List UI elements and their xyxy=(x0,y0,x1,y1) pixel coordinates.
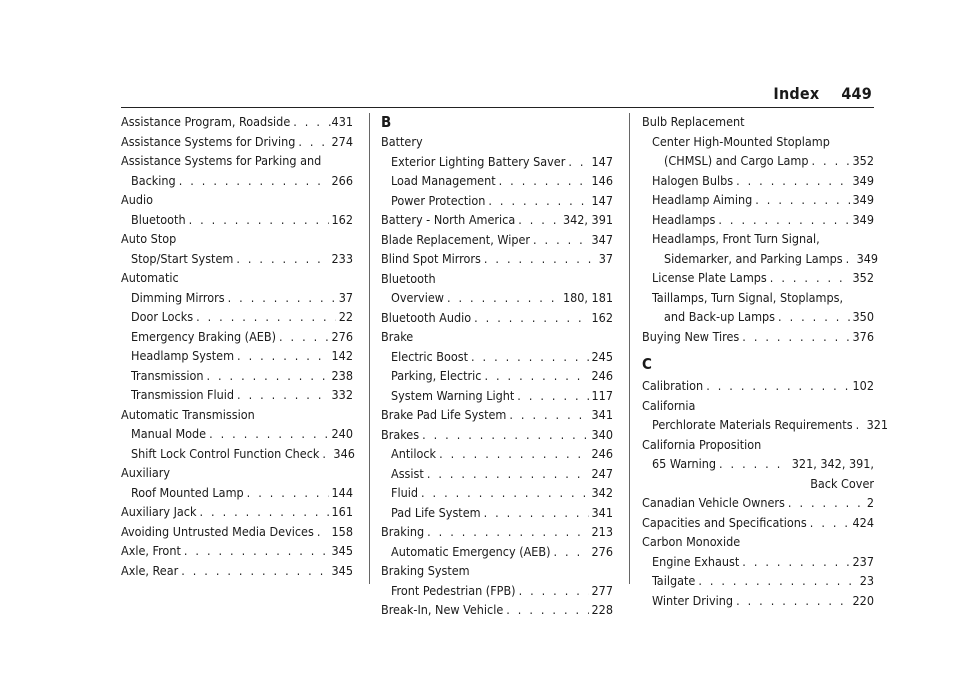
index-entry xyxy=(381,210,613,230)
entry-page-ref: 321 xyxy=(866,417,889,432)
entry-term: Overview xyxy=(391,290,444,305)
index-subentry xyxy=(642,571,874,591)
entry-term: Shift Lock Control Function Check xyxy=(131,445,320,461)
column-divider xyxy=(629,113,630,584)
dot-leader xyxy=(474,308,588,328)
index-subentry xyxy=(121,346,353,366)
entry-page-ref: 277 xyxy=(591,582,613,598)
entry-page-ref: 117 xyxy=(591,387,613,403)
dot-leader xyxy=(206,366,328,386)
entry-page-ref: 349 xyxy=(852,192,874,207)
entry-page-ref: 238 xyxy=(331,367,353,383)
entry-term: Fluid xyxy=(391,485,418,500)
entry-page-ref: 161 xyxy=(331,504,353,519)
index-entry xyxy=(642,493,874,513)
entry-term: Brake Pad Life System xyxy=(381,407,507,422)
dot-leader xyxy=(471,347,589,367)
dot-leader xyxy=(506,600,588,620)
index-subentry xyxy=(381,171,613,191)
entry-page-ref: 102 xyxy=(852,378,874,393)
index-subentry xyxy=(642,552,874,572)
index-entry xyxy=(381,249,613,269)
entry-term: Antilock xyxy=(391,446,437,461)
entry-page-ref: 142 xyxy=(331,348,353,363)
entry-page-ref: 220 xyxy=(852,592,874,608)
dot-leader xyxy=(770,268,850,288)
entry-page-ref: 22 xyxy=(338,309,353,324)
index-entry xyxy=(642,327,874,347)
dot-leader xyxy=(488,191,588,211)
dot-leader xyxy=(228,288,336,308)
index-entry-heading: Battery xyxy=(381,134,423,149)
entry-page-ref: 245 xyxy=(591,348,613,364)
index-entry-heading: Automatic xyxy=(121,270,179,285)
entry-page-ref: 147 xyxy=(591,192,613,208)
entry-page-ref: 180, 181 xyxy=(562,290,613,305)
index-subentry xyxy=(381,444,613,464)
index-column-1 xyxy=(121,112,353,580)
index-entry-continuation: Back Cover xyxy=(810,475,874,491)
entry-term: Front Pedestrian (FPB) xyxy=(391,582,516,598)
entry-page-ref: 342, 391 xyxy=(562,212,613,227)
dot-leader xyxy=(439,444,588,464)
index-subentry xyxy=(642,210,874,230)
entry-page-ref: 352 xyxy=(852,270,874,285)
entry-term: Parking, Electric xyxy=(391,368,482,383)
entry-page-ref: 228 xyxy=(591,602,613,617)
entry-page-ref: 276 xyxy=(331,328,353,344)
dot-leader xyxy=(199,502,328,522)
entry-term: Pad Life System xyxy=(391,504,481,520)
dot-leader xyxy=(518,210,560,230)
index-subentry xyxy=(121,483,353,503)
dot-leader xyxy=(279,327,329,347)
entry-term: License Plate Lamps xyxy=(652,270,767,285)
index-subentry xyxy=(642,249,879,269)
dot-leader xyxy=(179,171,329,191)
index-subentry xyxy=(381,542,613,562)
entry-term: Door Locks xyxy=(131,309,194,324)
index-subentry xyxy=(642,268,874,288)
dot-leader xyxy=(184,541,329,561)
entry-page-ref: 321, 342, 391, xyxy=(791,456,874,471)
entry-term: Manual Mode xyxy=(131,426,207,441)
entry-page-ref: 23 xyxy=(859,573,874,588)
dot-leader xyxy=(499,171,589,191)
entry-page-ref: 376 xyxy=(852,328,874,344)
index-subentry xyxy=(642,454,874,474)
entry-term: Load Management xyxy=(391,173,496,188)
entry-term: Avoiding Untrusted Media Devices xyxy=(121,523,314,539)
index-column-3 xyxy=(642,112,889,610)
index-entry xyxy=(121,132,353,152)
entry-term: Axle, Rear xyxy=(121,562,179,578)
entry-term: Assistance Program, Roadside xyxy=(121,114,291,129)
index-entry xyxy=(121,561,353,581)
entry-page-ref: 37 xyxy=(338,289,353,305)
entry-page-ref: 347 xyxy=(591,231,613,247)
entry-term: Break-In, New Vehicle xyxy=(381,602,504,617)
entry-page-ref: 158 xyxy=(331,523,353,539)
entry-page-ref: 340 xyxy=(591,426,613,442)
index-subentry xyxy=(121,366,353,386)
entry-page-ref: 350 xyxy=(852,309,874,324)
entry-page-ref: 247 xyxy=(591,465,613,481)
entry-term: Brakes xyxy=(381,426,420,442)
index-subentry xyxy=(121,288,353,308)
index-subentry xyxy=(381,503,613,523)
index-entry xyxy=(121,112,353,132)
entry-term: Backing xyxy=(131,172,176,188)
entry-page-ref: 274 xyxy=(331,133,353,149)
index-subentry xyxy=(121,171,353,191)
entry-page-ref: 341 xyxy=(591,407,613,422)
entry-page-ref: 233 xyxy=(331,250,353,266)
entry-term: Axle, Front xyxy=(121,543,181,558)
index-entry-heading: Audio xyxy=(121,192,153,207)
dot-leader xyxy=(181,561,328,581)
entry-term: Exterior Lighting Battery Saver xyxy=(391,153,566,169)
entry-term: Winter Driving xyxy=(652,592,734,608)
dot-leader xyxy=(484,503,589,523)
entry-page-ref: 144 xyxy=(331,484,353,500)
entry-page-ref: 213 xyxy=(591,524,613,539)
dot-leader xyxy=(706,376,849,396)
index-entry-heading: California xyxy=(642,397,696,413)
index-subentry xyxy=(381,464,613,484)
entry-page-ref: 345 xyxy=(331,543,353,558)
entry-term: Assistance Systems for Driving xyxy=(121,133,296,149)
index-entry xyxy=(642,376,874,396)
dot-leader xyxy=(519,581,589,601)
index-subentry xyxy=(381,581,613,601)
entry-page-ref: 342 xyxy=(591,485,613,500)
entry-page-ref: 349 xyxy=(852,211,874,227)
dot-leader xyxy=(196,307,336,327)
index-column-2 xyxy=(381,112,613,620)
entry-page-ref: 341 xyxy=(591,504,613,520)
index-entry-heading: Bulb Replacement xyxy=(642,114,745,129)
entry-page-ref: .431 xyxy=(327,114,353,129)
entry-term: Stop/Start System xyxy=(131,250,234,266)
index-entry-heading: Center High-Mounted Stoplamp xyxy=(652,133,830,149)
index-entry-heading: Taillamps, Turn Signal, Stoplamps, xyxy=(652,289,844,305)
index-subentry xyxy=(642,307,874,327)
entry-page-ref: 147 xyxy=(591,153,613,169)
index-entry-heading: Automatic Transmission xyxy=(121,406,255,422)
entry-term: Blind Spot Mirrors xyxy=(381,251,481,266)
dot-leader xyxy=(447,288,560,308)
index-subentry xyxy=(381,288,613,308)
entry-term: Headlamps xyxy=(652,211,716,227)
entry-page-ref: 240 xyxy=(331,426,353,441)
index-subentry xyxy=(121,249,353,269)
index-subentry xyxy=(381,152,613,172)
entry-term: Buying New Tires xyxy=(642,328,740,344)
dot-leader xyxy=(856,415,864,435)
column-divider xyxy=(369,113,370,584)
index-subentry xyxy=(121,210,353,230)
dot-leader xyxy=(533,230,589,250)
dot-leader xyxy=(810,513,850,533)
dot-leader xyxy=(484,249,596,269)
entry-page-ref: 162 xyxy=(331,211,353,227)
entry-page-ref: 246 xyxy=(591,368,613,383)
dot-leader xyxy=(209,424,328,444)
dot-leader xyxy=(247,483,329,503)
dot-leader xyxy=(293,112,325,132)
entry-term: Headlamp System xyxy=(131,348,235,363)
entry-page-ref: 266 xyxy=(331,172,353,188)
dot-leader xyxy=(427,464,589,484)
entry-term: Emergency Braking (AEB) xyxy=(131,328,276,344)
entry-page-ref: 2 xyxy=(866,495,874,510)
dot-leader xyxy=(189,210,329,230)
dot-leader xyxy=(237,346,328,366)
entry-term: System Warning Light xyxy=(391,387,515,403)
entry-page-ref: 146 xyxy=(591,173,613,188)
dot-leader xyxy=(554,542,589,562)
index-subentry xyxy=(121,385,353,405)
index-entry-heading: California Proposition xyxy=(642,436,762,452)
entry-term: Battery - North America xyxy=(381,212,516,227)
index-subentry xyxy=(642,151,874,171)
index-subentry xyxy=(642,171,874,191)
entry-term: Halogen Bulbs xyxy=(652,172,734,188)
index-subentry xyxy=(121,424,353,444)
index-entry-heading: Brake xyxy=(381,329,414,344)
index-entry-heading: Carbon Monoxide xyxy=(642,534,741,549)
entry-page-ref: 346 xyxy=(333,445,355,461)
index-entry xyxy=(121,522,353,542)
page-number: 449 xyxy=(841,84,872,103)
index-entry-heading: Assistance Systems for Parking and xyxy=(121,153,322,168)
dot-leader xyxy=(422,425,588,445)
entry-term: Bluetooth Audio xyxy=(381,309,472,325)
index-subentry xyxy=(381,191,613,211)
entry-page-ref: 332 xyxy=(331,387,353,402)
index-entry xyxy=(642,513,874,533)
entry-term: Transmission Fluid xyxy=(131,387,235,402)
index-entry xyxy=(381,522,613,542)
entry-term: Auxiliary Jack xyxy=(121,504,197,519)
dot-leader xyxy=(788,493,864,513)
entry-term: Roof Mounted Lamp xyxy=(131,484,244,500)
entry-page-ref: 352 xyxy=(852,153,874,168)
entry-term: Assist xyxy=(391,465,424,481)
entry-page-ref: 349 xyxy=(852,172,874,188)
dot-leader xyxy=(322,444,330,464)
entry-term: Braking xyxy=(381,524,425,539)
index-entry-heading: Auto Stop xyxy=(121,231,177,246)
entry-term: 65 Warning xyxy=(652,456,717,471)
index-subentry xyxy=(381,366,613,386)
dot-leader xyxy=(719,454,789,474)
index-entry-heading: Auxiliary xyxy=(121,465,171,480)
header-rule xyxy=(121,107,874,108)
entry-page-ref: 37 xyxy=(598,251,613,266)
entry-page-ref: 345 xyxy=(331,562,353,578)
index-entry-heading: Headlamps, Front Turn Signal, xyxy=(652,231,820,246)
index-entry xyxy=(381,425,613,445)
entry-term: Power Protection xyxy=(391,192,486,208)
index-entry xyxy=(121,541,353,561)
index-subentry xyxy=(381,347,613,367)
entry-term: and Back-up Lamps xyxy=(664,309,776,324)
entry-term: Canadian Vehicle Owners xyxy=(642,495,785,510)
index-subentry xyxy=(121,307,353,327)
dot-leader xyxy=(718,210,849,230)
dot-leader xyxy=(317,522,329,542)
dot-leader xyxy=(484,366,588,386)
entry-term: Blade Replacement, Wiper xyxy=(381,231,531,247)
section-title: Index xyxy=(773,84,820,103)
dot-leader xyxy=(568,152,588,172)
entry-page-ref: 276 xyxy=(591,543,613,559)
dot-leader xyxy=(237,385,329,405)
dot-leader xyxy=(812,151,850,171)
dot-leader xyxy=(742,552,849,572)
entry-term: Dimming Mirrors xyxy=(131,289,225,305)
index-subentry xyxy=(642,415,889,435)
dot-leader xyxy=(736,171,849,191)
dot-leader xyxy=(509,405,588,425)
dot-leader xyxy=(236,249,328,269)
index-subentry xyxy=(642,591,874,611)
entry-term: Calibration xyxy=(642,378,704,393)
index-entry xyxy=(121,502,353,522)
entry-page-ref: 162 xyxy=(591,309,613,325)
index-entry xyxy=(381,308,613,328)
dot-leader xyxy=(698,571,856,591)
dot-leader xyxy=(846,249,854,269)
entry-term: Sidemarker, and Parking Lamps xyxy=(664,250,843,266)
dot-leader xyxy=(736,591,849,611)
dot-leader xyxy=(298,132,328,152)
dot-leader xyxy=(778,307,849,327)
index-letter-heading: B xyxy=(381,113,392,131)
dot-leader xyxy=(755,190,849,210)
entry-term: Perchlorate Materials Requirements xyxy=(652,417,853,432)
entry-term: (CHMSL) and Cargo Lamp xyxy=(664,153,809,168)
entry-term: Bluetooth xyxy=(131,211,186,227)
dot-leader xyxy=(742,327,849,347)
entry-term: Automatic Emergency (AEB) xyxy=(391,543,551,559)
index-subentry xyxy=(381,386,613,406)
index-subentry xyxy=(121,444,353,464)
page-header xyxy=(773,84,872,103)
index-subentry xyxy=(642,190,874,210)
index-letter-heading: C xyxy=(642,355,652,373)
dot-leader xyxy=(427,522,588,542)
entry-page-ref: 424 xyxy=(852,514,874,530)
entry-term: Headlamp Aiming xyxy=(652,192,753,207)
index-subentry xyxy=(381,483,613,503)
entry-page-ref: 237 xyxy=(852,553,874,569)
index-entry xyxy=(381,230,613,250)
index-subentry xyxy=(121,327,353,347)
index-entry-heading: Braking System xyxy=(381,563,470,578)
index-entry-heading: Bluetooth xyxy=(381,270,436,286)
entry-page-ref: 349 xyxy=(856,250,879,266)
entry-term: Capacities and Specifications xyxy=(642,514,807,530)
index-entry xyxy=(381,405,613,425)
entry-term: Tailgate xyxy=(652,573,696,588)
dot-leader xyxy=(421,483,589,503)
entry-term: Transmission xyxy=(131,367,204,383)
dot-leader xyxy=(517,386,588,406)
entry-term: Engine Exhaust xyxy=(652,553,740,569)
entry-page-ref: 246 xyxy=(591,446,613,461)
entry-term: Electric Boost xyxy=(391,348,468,364)
index-entry xyxy=(381,600,613,620)
